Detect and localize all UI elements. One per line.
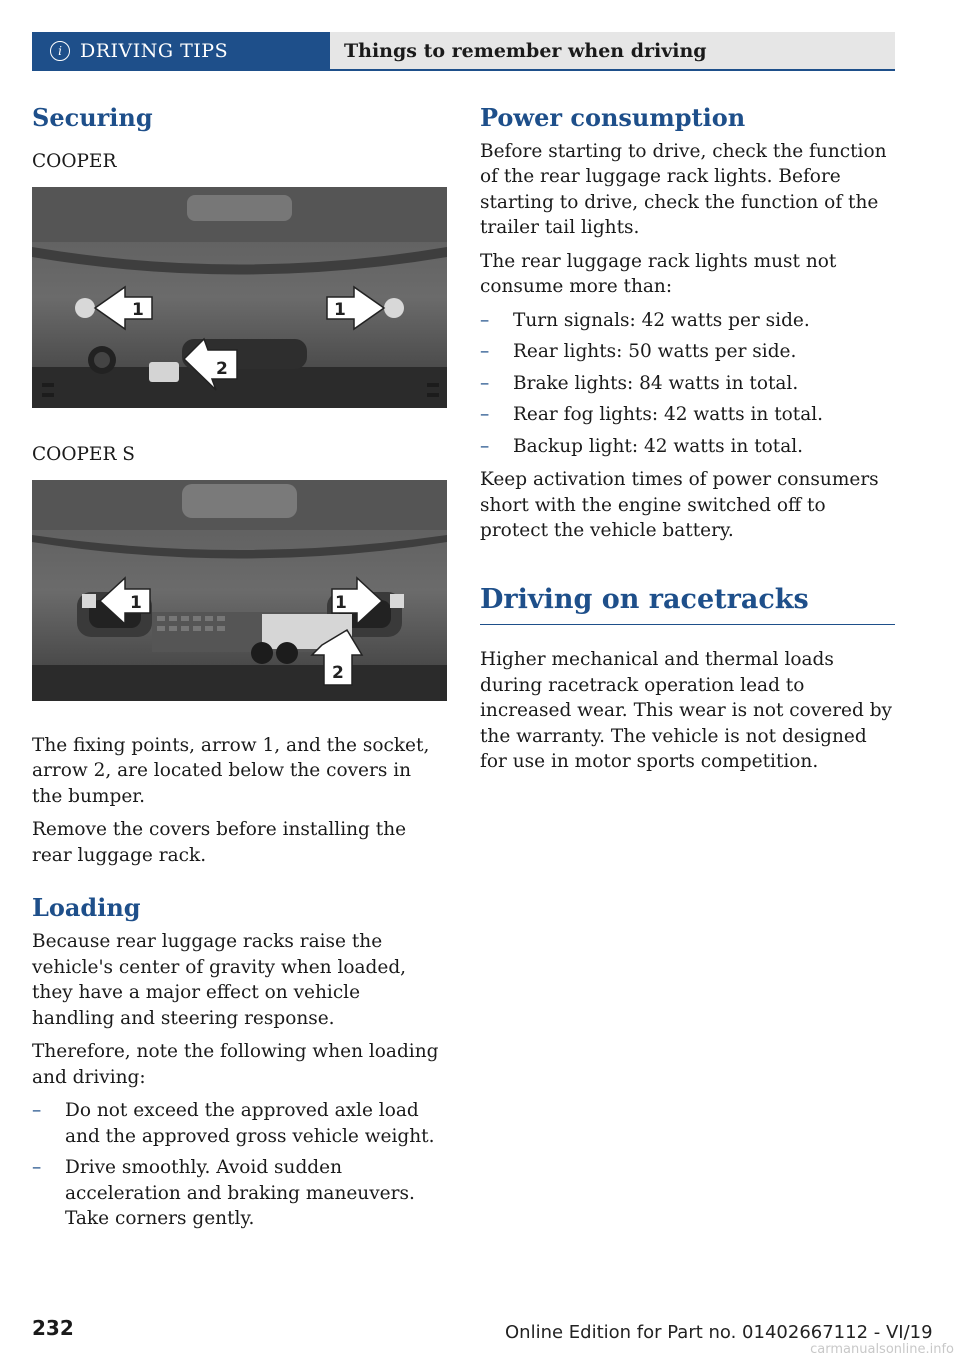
- section-tab: [32, 32, 330, 70]
- page-number: 232: [32, 1316, 74, 1340]
- section-label: DRIVING TIPS: [80, 39, 229, 62]
- figure-label-2: 2: [216, 358, 228, 379]
- list-item: – Rear fog lights: 42 watts in total.: [480, 402, 895, 428]
- list-item: – Drive smoothly. Avoid sudden acceleration and braking maneuvers. Take corners gently.: [32, 1155, 447, 1232]
- list-item: – Do not exceed the approved axle load and the approved gross vehicle weight.: [32, 1098, 447, 1149]
- securing-para-1: The fixing points, arrow 1, and the socket, arrow 2, are located below the covers in the bumper.: [32, 734, 430, 807]
- watermark: carmanualsonline.info: [810, 1342, 954, 1357]
- securing-heading: Securing: [32, 103, 153, 132]
- list-item: – Brake lights: 84 watts in total.: [480, 371, 895, 397]
- cooper-caption: COOPER: [32, 150, 117, 172]
- securing-para-2: Remove the covers before installing the rear luggage rack.: [32, 819, 407, 866]
- loading-list: [32, 1098, 447, 1232]
- figure-s-label-1b: 1: [335, 592, 347, 613]
- cooper-s-caption: COOPER S: [32, 443, 135, 465]
- racetrack-heading: Driving on racetracks: [480, 584, 895, 625]
- power-list: [480, 308, 895, 460]
- left-column: [32, 104, 447, 1240]
- power-para-1: Before starting to drive, check the function of the rear luggage rack lights. Before starting to drive, check the function of the trailer tail lights.: [480, 140, 887, 239]
- loading-heading: Loading: [32, 893, 141, 923]
- power-para-2: The rear luggage rack lights must not consume more than:: [480, 250, 837, 298]
- figure-label-1b: 1: [334, 299, 346, 320]
- header-divider: [32, 69, 895, 71]
- list-item: – Backup light: 42 watts in total.: [480, 434, 895, 460]
- loading-para-2: Therefore, note the following when loading and driving:: [32, 1041, 439, 1088]
- cooper-s-bumper-figure: [32, 480, 447, 701]
- topic-title: Things to remember when driving: [330, 32, 895, 70]
- figure-s-label-1: 1: [130, 592, 142, 613]
- page-header: [32, 32, 895, 70]
- edition-text: Online Edition for Part no. 01402667112 - VI/19: [505, 1322, 933, 1343]
- list-item: – Turn signals: 42 watts per side.: [480, 308, 895, 334]
- racetrack-para: Higher mechanical and thermal loads during racetrack operation lead to increased wear. This wear is not covered by the warranty. The vehicle is not designed for use in motor sports competition.: [480, 649, 893, 773]
- right-column: [480, 104, 895, 783]
- list-item: – Rear lights: 50 watts per side.: [480, 339, 895, 365]
- figure-s-label-2: 2: [332, 662, 344, 683]
- cooper-bumper-figure: [32, 187, 447, 408]
- power-para-3: Keep activation times of power consumers short with the engine switched off to protect the vehicle battery.: [480, 469, 879, 542]
- figure-label-1: 1: [132, 299, 144, 320]
- info-icon: i: [50, 41, 70, 61]
- loading-para-1: Because rear luggage racks raise the vehicle's center of gravity when loaded, they have a major effect on vehicle handling and steering response.: [32, 931, 407, 1029]
- power-heading: Power consumption: [480, 103, 746, 132]
